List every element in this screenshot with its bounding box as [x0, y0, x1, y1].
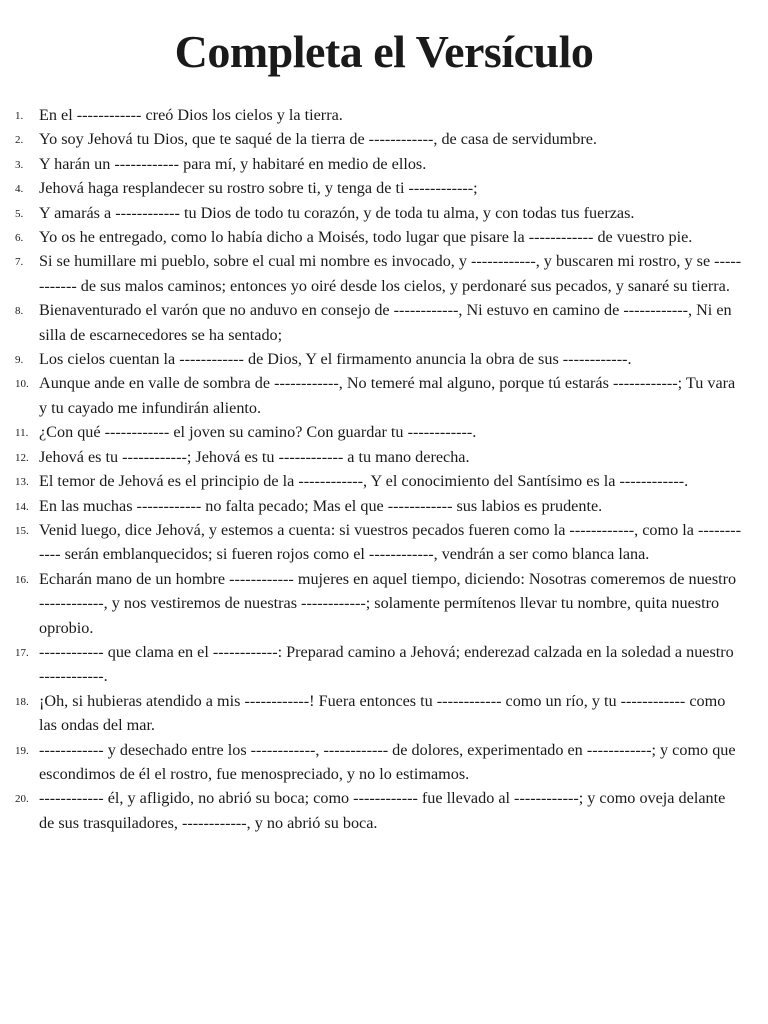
verse-number: 20.	[15, 793, 29, 806]
verse-number: 8.	[15, 305, 24, 318]
verse-text: Yo soy Jehová tu Dios, que te saqué de la tierra de ------------, de casa de servidumbre.	[39, 130, 597, 149]
verse-item	[0, 371, 768, 420]
verse-text: ------------ que clama en el ------------: Preparad camino a Jehová; enderezad calzada en la soledad a nuestro ------------.	[39, 642, 734, 686]
verse-text: Bienaventurado el varón que no anduvo en consejo de ------------, Ni estuvo en camino de ------------, Ni en silla de escarnecedores se ha sentado;	[39, 301, 732, 344]
page-title: Completa el Versículo	[174, 26, 594, 77]
verse-item	[0, 347, 768, 371]
verse-text: Jehová es tu ------------; Jehová es tu ------------ a tu mano derecha.	[39, 447, 470, 466]
verse-number: 9.	[15, 354, 24, 367]
verse-item	[0, 567, 768, 640]
verse-number: 3.	[15, 158, 24, 171]
verse-text: ------------ él, y afligido, no abrió su boca; como ------------ fue llevado al ------------; y como oveja delante de sus trasquiladores, ------------, y no abrió su boca.	[39, 789, 726, 832]
verse-text: Yo os he entregado, como lo había dicho a Moisés, todo lugar que pisare la ------------ de vuestro pie.	[39, 228, 693, 247]
verse-item	[0, 640, 768, 689]
verse-text: Aunque ande en valle de sombra de ------------, No temeré mal alguno, porque tú estarás ------------; Tu vara y tu cayado me infundirán aliento.	[39, 374, 736, 417]
verse-item	[0, 518, 768, 567]
verse-item	[0, 298, 768, 347]
verse-text: Y harán un ------------ para mí, y habitaré en medio de ellos.	[39, 154, 427, 173]
verse-item	[0, 786, 768, 835]
verse-item	[0, 201, 768, 225]
verse-number: 12.	[15, 451, 29, 464]
verse-text: En las muchas ------------ no falta pecado; Mas el que ------------ sus labios es prudente.	[39, 496, 603, 515]
verse-number: 1.	[15, 110, 24, 122]
verse-number: 13.	[15, 476, 29, 489]
verse-number: 19.	[15, 744, 29, 757]
verse-text: ¿Con qué ------------ el joven su camino? Con guardar tu ------------.	[39, 423, 477, 442]
verse-item	[0, 738, 768, 787]
verse-text: Y amarás a ------------ tu Dios de todo tu corazón, y de toda tu alma, y con todas tus fuerzas.	[39, 203, 635, 222]
verse-number: 15.	[15, 524, 29, 537]
verse-text: Echarán mano de un hombre ------------ mujeres en aquel tiempo, diciendo: Nosotras comeremos de nuestro ------------, y nos vestiremos de nuestras ------------; solamente permítenos llevar tu nombre, quita nuestro oprobio.	[39, 569, 737, 637]
verse-number: 5.	[15, 207, 24, 220]
verse-number: 7.	[15, 256, 24, 269]
verse-number: 4.	[15, 183, 24, 196]
verse-item	[0, 152, 768, 176]
verse-item	[0, 689, 768, 738]
verse-number: 6.	[15, 232, 24, 245]
verse-item	[0, 445, 768, 469]
verse-number: 17.	[15, 646, 29, 659]
verse-text: En el ------------ creó Dios los cielos y la tierra.	[39, 106, 343, 124]
verse-number: 11.	[15, 427, 29, 440]
verse-text: El temor de Jehová es el principio de la ------------, Y el conocimiento del Santísimo es la ------------.	[39, 472, 689, 491]
verse-text: ------------ y desechado entre los ------------, ------------ de dolores, experimentado en ------------; y como que escondimos de él el rostro, fue menospreciado, y no lo estimamos.	[39, 740, 736, 783]
verse-item	[0, 469, 768, 493]
verse-item	[0, 420, 768, 444]
verse-text: ¡Oh, si hubieras atendido a mis ------------! Fuera entonces tu ------------ como un río, y tu ------------ como las ondas del mar.	[39, 691, 726, 735]
verse-number: 16.	[15, 573, 29, 586]
verse-number: 10.	[15, 378, 29, 391]
verse-item	[0, 494, 768, 518]
verse-item	[0, 176, 768, 200]
verse-item	[0, 103, 768, 127]
verse-text: Venid luego, dice Jehová, y estemos a cuenta: si vuestros pecados fueren como la ------------, como la ------------ serán emblanquecidos; si fueren rojos como el ------------, vendrán a ser como blanca lana.	[39, 520, 742, 564]
verse-number: 14.	[15, 500, 29, 513]
verse-list	[0, 103, 768, 835]
verse-text: Los cielos cuentan la ------------ de Dios, Y el firmamento anuncia la obra de sus ------------.	[39, 350, 632, 369]
verse-text: Jehová haga resplandecer su rostro sobre ti, y tenga de ti ------------;	[39, 179, 478, 198]
verse-text: Si se humillare mi pueblo, sobre el cual mi nombre es invocado, y ------------, y buscaren mi rostro, y se ------------ de sus malos caminos; entonces yo oiré desde los cielos, y perdonaré sus pecados, y sanaré su tierra.	[39, 252, 742, 295]
verse-item	[0, 225, 768, 249]
verse-number: 18.	[15, 695, 29, 708]
verse-number: 2.	[15, 134, 24, 147]
verse-item	[0, 249, 768, 298]
verse-item	[0, 127, 768, 151]
